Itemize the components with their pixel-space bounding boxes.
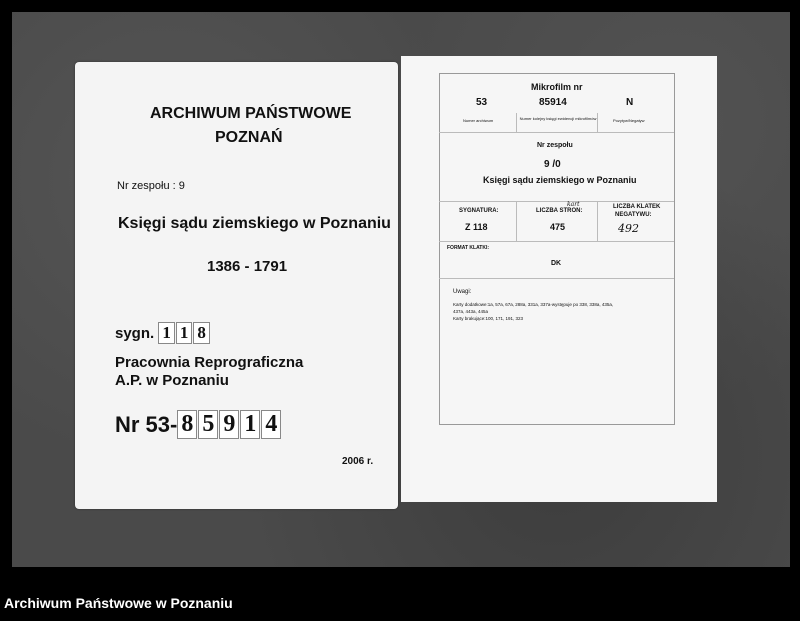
signature-digit: 8 [193,322,210,344]
form-divider [439,201,674,202]
positive-negative-value: N [626,97,634,108]
fond-title-value: Księgi sądu ziemskiego w Poznaniu [483,175,637,185]
archive-caption: Archiwum Państwowe w Poznaniu [4,595,233,611]
microfilm-number-digit: 9 [219,410,239,439]
signature-value: Z 118 [465,222,488,232]
microfilm-number-row [115,410,282,439]
fond-title: Księgi sądu ziemskiego w Poznaniu [118,215,391,232]
archive-number-caption: Numer archiwum [463,118,494,123]
microfilm-number-digit: 8 [177,410,197,439]
microfilm-number-digit: 1 [240,410,260,439]
positive-negative-caption: Pozytyw/Negatyw [613,118,645,123]
workshop-line2: A.P. w Poznaniu [115,372,229,389]
form-divider [439,132,674,133]
form-divider [516,201,517,241]
frame-format-label: FORMAT KLATKI: [447,245,490,251]
signature-digit: 1 [176,322,193,344]
form-divider [439,241,674,242]
microfilm-number-caption: Numer kolejny księgi ewidencji mikrofilmów [519,116,597,121]
form-divider [597,113,598,132]
microfilm-number-digit: 5 [198,410,218,439]
microfilm-record-card [401,56,717,502]
microfilm-number-digit: 4 [261,410,281,439]
archive-number-value: 53 [476,97,488,108]
microfilm-label: Mikrofilm nr [531,82,583,92]
archive-title-card [75,62,398,509]
microfilm-number-prefix: Nr 53- [115,412,178,438]
signature-row [115,322,211,344]
remarks-line2: 437a, 443a, 445a [453,309,489,314]
remarks-line3: Karty brakujące:100, 171, 191, 323 [453,316,524,321]
form-divider [516,113,517,132]
remarks-line1: Karty dodatkowe:1a, 57a, 67a, 288a, 331a, 337a-występuje po 338, 338a, 435a, [453,302,614,307]
archive-name-line2: POZNAŃ [215,129,283,146]
fond-number-label: Nr zespołu : 9 [117,180,185,192]
years-range: 1386 - 1791 [207,258,288,275]
workshop-line1: Pracownia Reprograficzna [115,354,304,371]
signature-label: sygn. [115,325,155,342]
signature-label: SYGNATURA: [459,208,499,214]
page-count-label: LICZBA STRON: [536,208,583,214]
microfilm-number-value: 85914 [539,97,567,108]
fond-label: Nr zespołu [537,142,573,149]
frame-count-value: 492 [618,222,639,235]
year-stamp: 2006 r. [342,456,374,467]
frame-count-label-2: NEGATYWU: [615,212,652,218]
page-count-value: 475 [550,222,566,232]
signature-digit: 1 [158,322,175,344]
form-divider [597,201,598,241]
remarks-label: Uwagi: [453,289,472,295]
page-count-correction: kart [567,201,580,208]
frame-format-value: DK [551,260,562,267]
archive-name-line1: ARCHIWUM PAŃSTWOWE [150,105,352,122]
form-divider [439,278,674,279]
fond-value: 9 /0 [544,159,561,170]
frame-count-label-1: LICZBA KLATEK [613,204,661,210]
